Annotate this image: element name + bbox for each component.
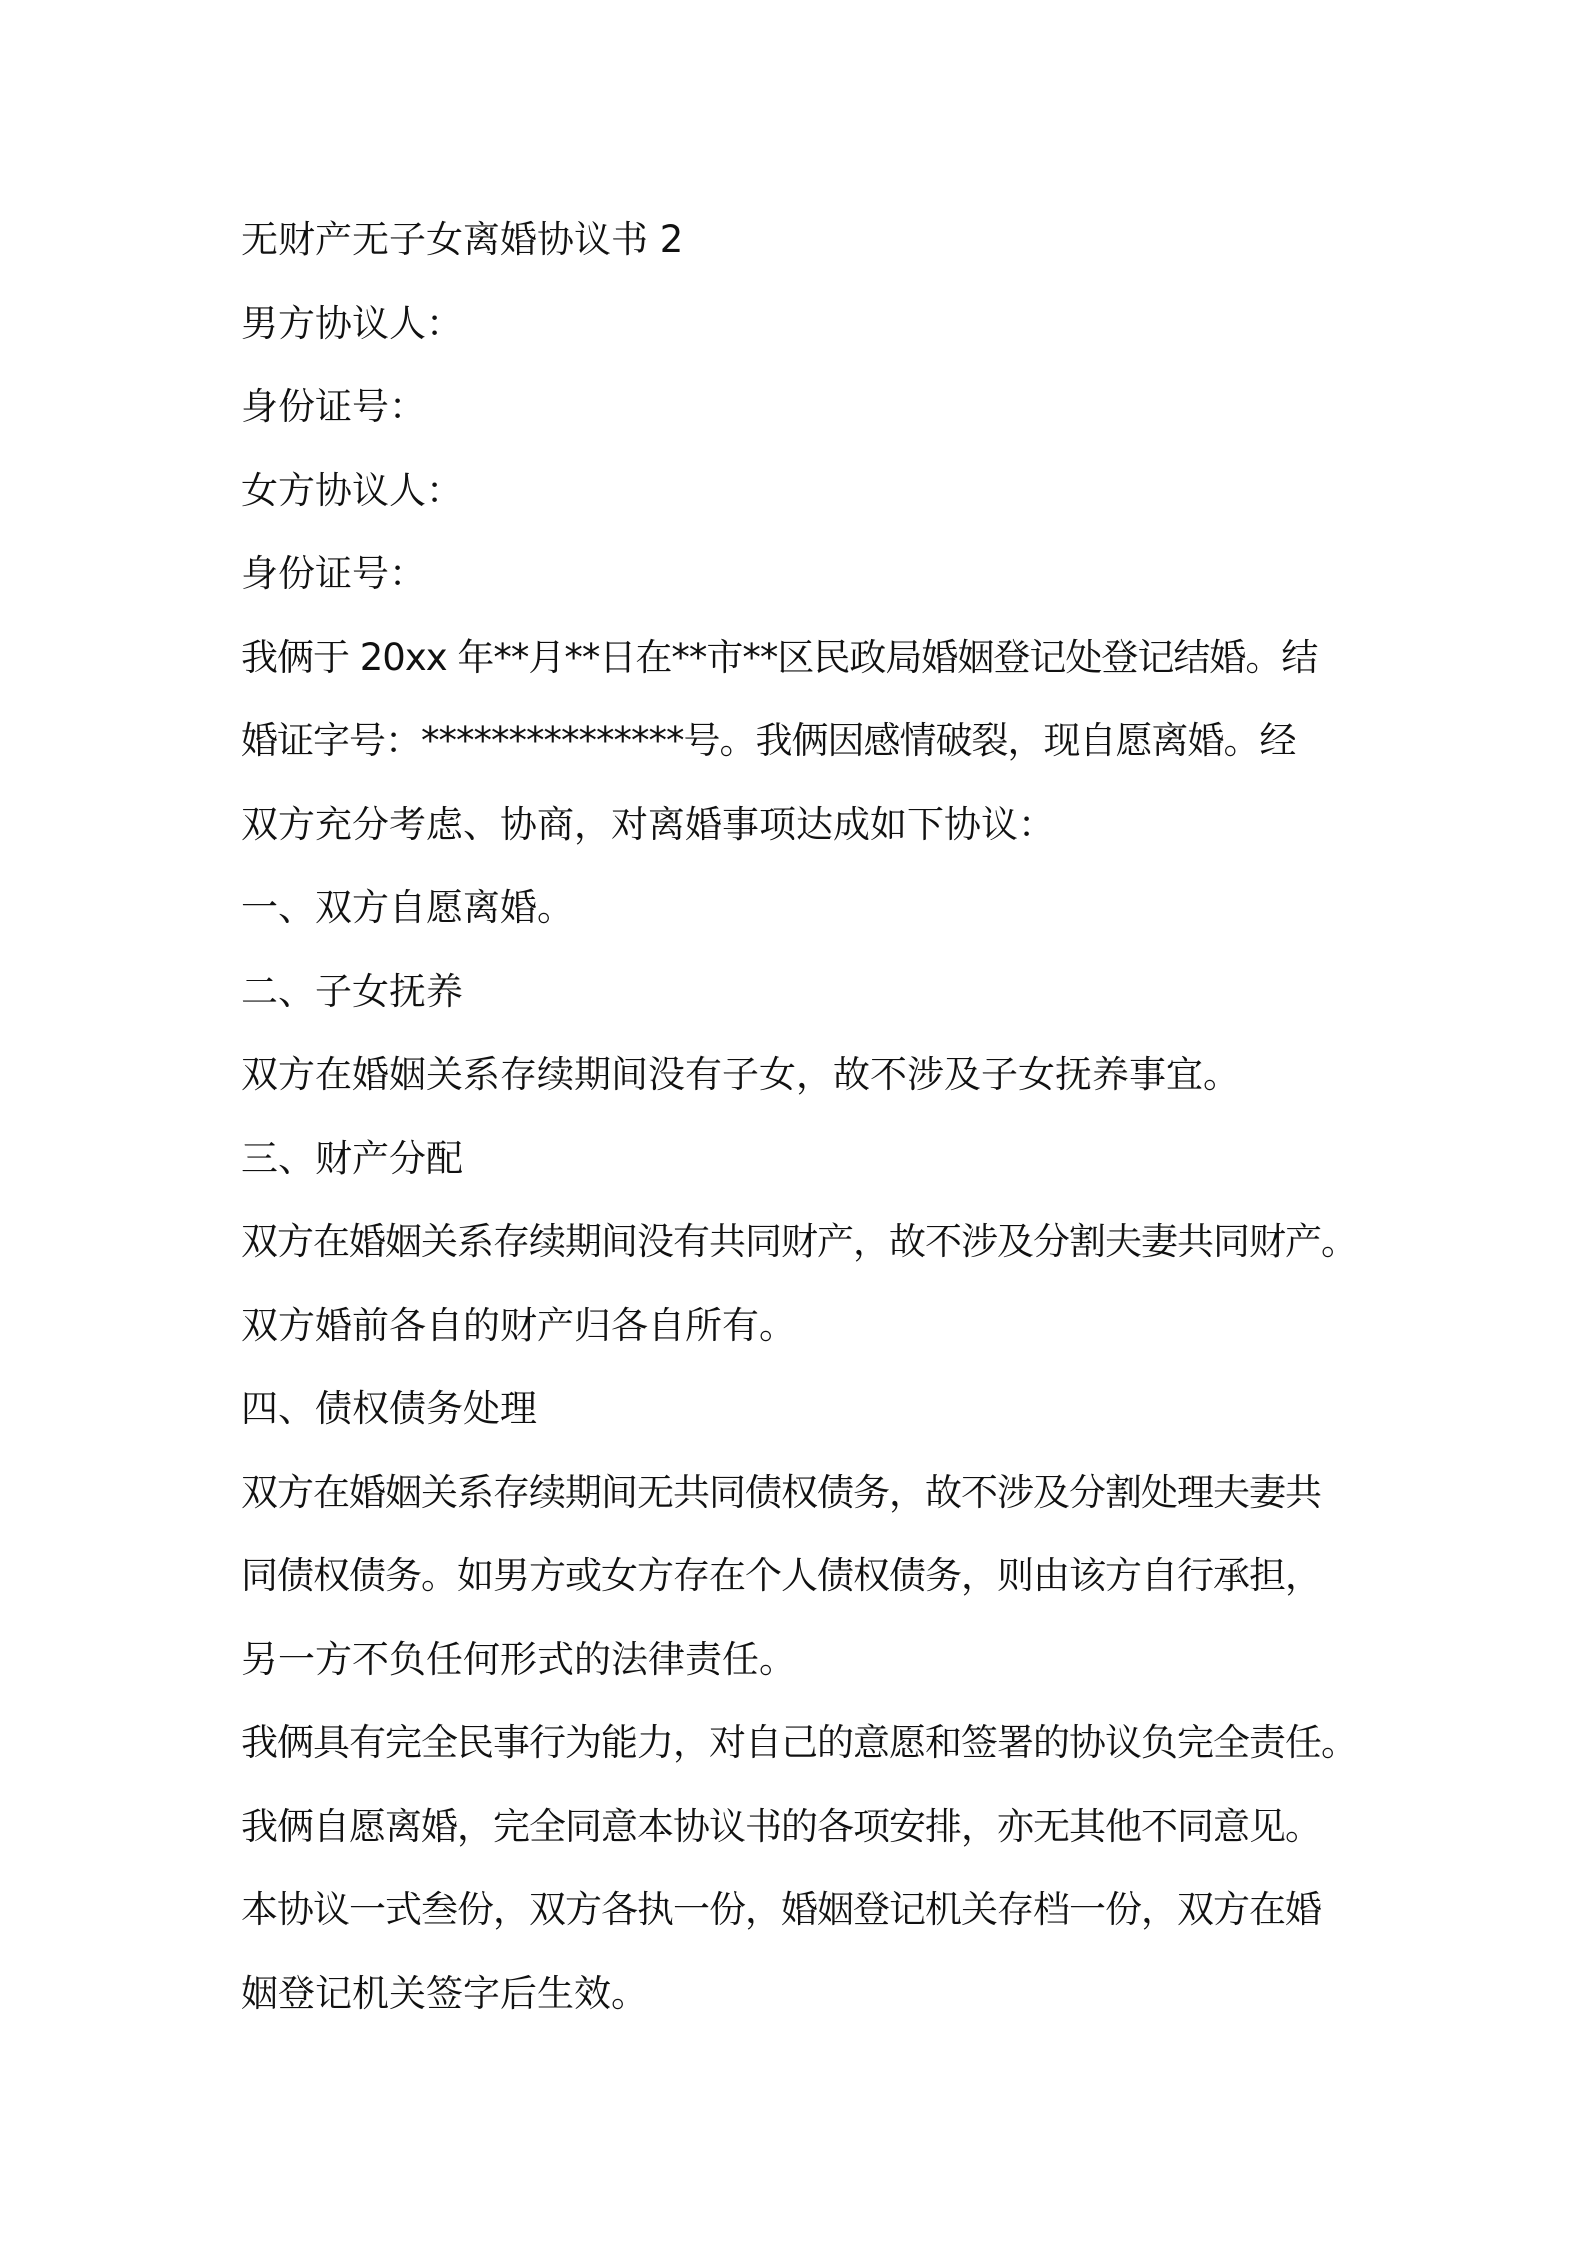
section-3-text-line-1: 双方在婚姻关系存续期间没有共同财产，故不涉及分割夫妻共同财产。 [241, 1220, 1357, 1263]
section-4-text-line-3: 另一方不负任何形式的法律责任。 [241, 1637, 796, 1681]
section-3-text-line-2: 双方婚前各自的财产归各自所有。 [241, 1303, 796, 1347]
marriage-statement-line-3: 双方充分考虑、协商，对离婚事项达成如下协议： [241, 802, 1055, 846]
section-4-heading: 四、债权债务处理 [241, 1387, 537, 1430]
section-1-heading: 一、双方自愿离婚。 [241, 886, 574, 929]
female-id-label: 身份证号： [241, 552, 426, 595]
capacity-statement: 我俩具有完全民事行为能力，对自己的意愿和签署的协议负完全责任。 [241, 1721, 1357, 1764]
male-id-label: 身份证号： [241, 385, 426, 428]
section-3-heading: 三、财产分配 [241, 1136, 463, 1180]
marriage-statement-line-1: 我俩于 20xx 年**月**日在**市**区民政局婚姻登记处登记结婚。结 [241, 635, 1318, 679]
document-title: 无财产无子女离婚协议书 2 [241, 218, 684, 261]
copies-statement-line-1: 本协议一式叁份，双方各执一份，婚姻登记机关存档一份，双方在婚 [241, 1888, 1321, 1931]
copies-statement-line-2: 姻登记机关签字后生效。 [241, 1971, 648, 2015]
document-body [241, 198, 1391, 2035]
section-2-text: 双方在婚姻关系存续期间没有子女，故不涉及子女抚养事宜。 [241, 1053, 1240, 1096]
male-party-label: 男方协议人： [241, 301, 463, 345]
section-4-text-line-1: 双方在婚姻关系存续期间无共同债权债务，故不涉及分割处理夫妻共 [241, 1470, 1321, 1514]
section-4-text-line-2: 同债权债务。如男方或女方存在个人债权债务，则由该方自行承担， [241, 1554, 1321, 1597]
consent-statement: 我俩自愿离婚，完全同意本协议书的各项安排，亦无其他不同意见。 [241, 1804, 1321, 1848]
female-party-label: 女方协议人： [241, 468, 463, 512]
marriage-statement-line-2: 婚证字号：***************号。我俩因感情破裂，现自愿离婚。经 [241, 719, 1296, 762]
section-2-heading: 二、子女抚养 [241, 969, 463, 1013]
